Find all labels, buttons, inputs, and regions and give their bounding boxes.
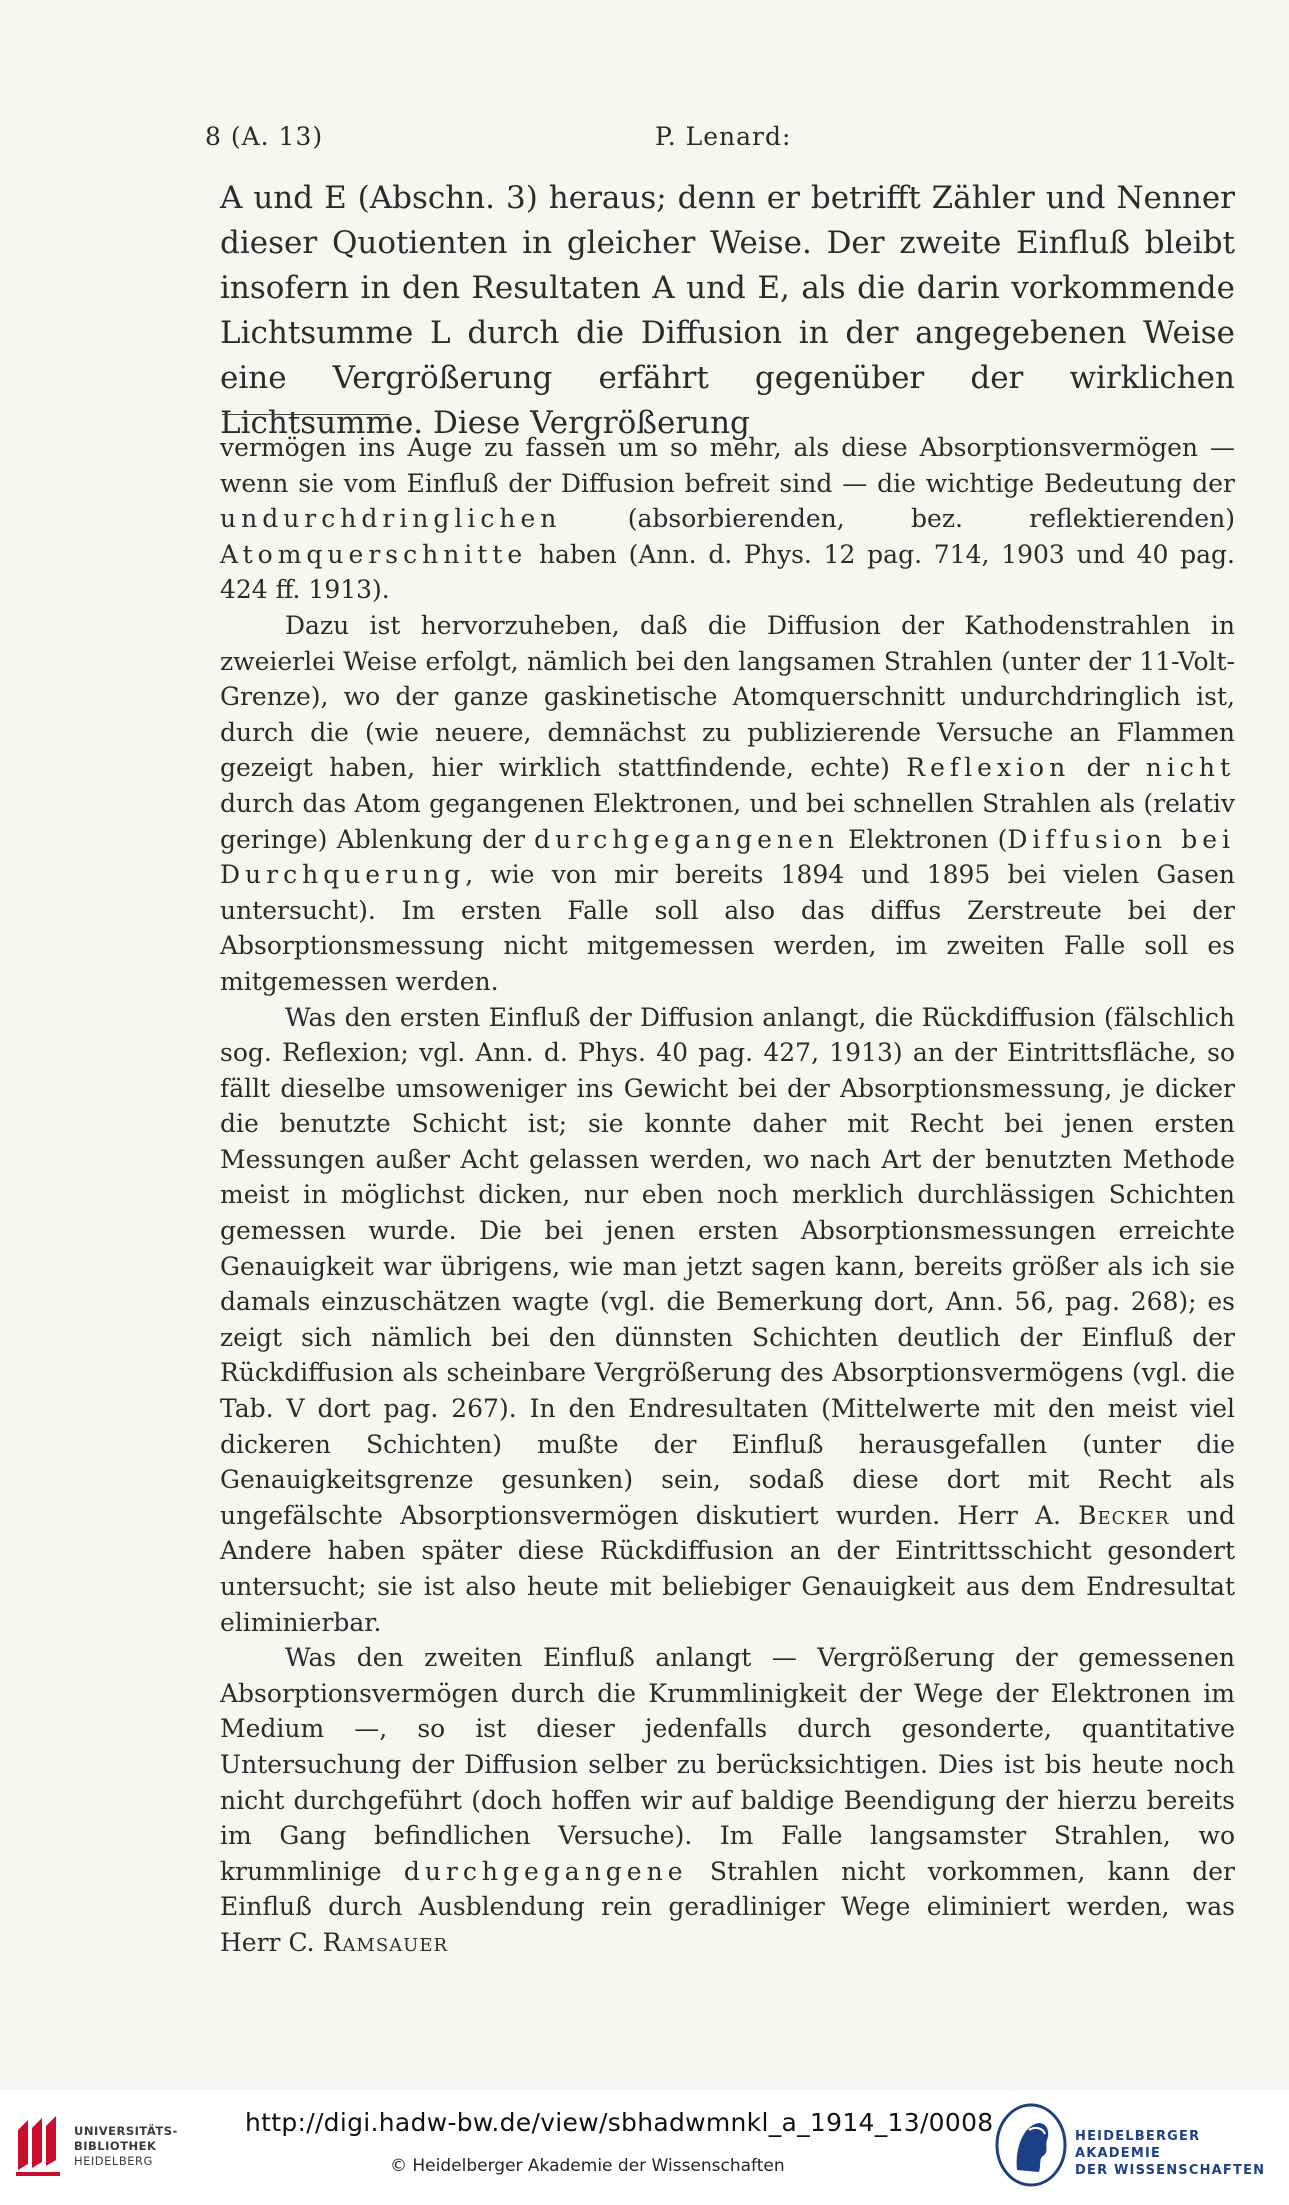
emphasis-durchgegangenen: durchgegangenen (534, 824, 839, 854)
text-run: (absorbierenden, bez. reflektierenden) (561, 504, 1235, 534)
library-name (74, 2124, 178, 2169)
text-run: haben (Ann. d. Phys. 12 pag. 714, 1903 und 40 pag. 424 ff. 1913). (220, 539, 1235, 605)
university-library-logo[interactable] (14, 2112, 178, 2182)
footnote-paragraph-2 (220, 608, 1235, 1000)
footnote-block (220, 430, 1235, 1961)
library-mark-icon (14, 2112, 66, 2182)
text-run: der (1070, 753, 1146, 783)
main-text-paragraph: A und E (Abschn. 3) heraus; denn er betrifft Zähler und Nenner dieser Quotienten in gleicher Weise. Der zweite Einfluß bleibt insofern in den Resultaten A und E, als die darin vorkommende Lichtsumme L durch die Diffusion in der angegebenen Weise eine Vergrößerung erfährt gegenüber der wirklichen Lichtsumme. Diese Vergrößerung (220, 180, 1235, 441)
name-becker: Becker (1078, 1500, 1170, 1530)
library-name-line: UNIVERSITÄTS- (74, 2124, 178, 2138)
emphasis-atomquerschnitte: Atomquerschnitte (220, 539, 528, 569)
text-run: Strahlen nicht vorkommen, kann der Einfluß durch Ausblendung rein geradliniger Wege eliminiert werden, was Herr C. (220, 1856, 1235, 1957)
footer-bar (0, 2090, 1289, 2205)
text-run: durch das Atom gegangenen Elektronen, und bei schnellen Strahlen als (relativ geringe) Ablenkung der (220, 788, 1235, 854)
text-run: Was den zweiten Einfluß anlangt — Vergrößerung der gemessenen Absorptionsvermögen durch die Krummlinigkeit der Wege der Elektronen im Medium —, so ist dieser jedenfalls durch gesonderte, quantitative Untersuchung der Diffusion selber zu berücksichtigen. Dies ist bis heute noch nicht durchgeführt (doch hoffen wir auf baldige Beendigung der hierzu bereits im Gang befindlichen Versuche). Im Falle langsamster Strahlen, wo krummlinige (220, 1643, 1235, 1886)
footnote-paragraph-3 (220, 1000, 1235, 1641)
page-number: 8 (A. 13) (205, 122, 324, 151)
author-name: P. Lenard: (655, 122, 792, 151)
text-run: , wie von mir bereits 1894 und 1895 bei vielen Gasen untersucht). Im ersten Falle soll also das diffus Zerstreute bei der Absorptionsmessung nicht mitgemessen werden, im zweiten Falle soll es mitgemessen werden. (220, 860, 1235, 996)
emphasis-durchgegangene: durchgegangene (403, 1856, 688, 1886)
text-run: und Andere haben später diese Rückdiffusion an der Eintrittsschicht gesondert untersucht; sie ist also heute mit beliebiger Genauigkeit aus dem Endresultat eliminierbar. (220, 1500, 1235, 1637)
emphasis-diffusion-bei-durchquerung: Diffusion bei Durchquerung (220, 824, 1236, 890)
text-run: Was den ersten Einfluß der Diffusion anlangt, die Rückdiffusion (fälschlich sog. Reflexion; vgl. Ann. d. Phys. 40 pag. 427, 1913) an der Eintrittsfläche, so fällt dieselbe umsoweniger ins Gewicht bei der Absorptionsmessung, je dicker die benutzte Schicht ist; sie konnte daher mit Recht bei jenen ersten Messungen außer Acht gelassen werden, wo nach Art der benutzten Methode meist in möglichst dicken, nur eben noch merklich durchlässigen Schichten gemessen wurde. Die bei jenen ersten Absorptionsmessungen erreichte Genauigkeit war übrigens, wie man jetzt sagen kann, bereits größer als ich sie damals einzuschätzen wagte (vgl. die Bemerkung dort, Ann. 56, pag. 268); es zeigt sich nämlich bei den dünnsten Schichten deutlich der Einfluß der Rückdiffusion als scheinbare Vergrößerung des Absorptionsvermögens (vgl. die Tab. V dort pag. 267). In den Endresultaten (Mittelwerte mit den meist viel dickeren Schichten) mußte der Einfluß herausgefallen (unter die Genauigkeitsgrenze gesunken) sein, sodaß diese dort mit Recht als ungefälschte Absorptionsvermögen diskutiert wurden. Herr A. (220, 1002, 1235, 1530)
emphasis-undurchdringlichen: undurchdringlichen (220, 504, 562, 534)
academy-name (1075, 2128, 1289, 2179)
name-ramsauer: Ramsauer (322, 1927, 449, 1957)
document-url-link[interactable]: http://digi.hadw-bw.de/view/sbhadwmnkl_a_1914_13/0008 (245, 2108, 994, 2137)
library-name-line: HEIDELBERG (74, 2154, 153, 2168)
emphasis-reflexion: Reflexion (906, 753, 1071, 783)
text-run: vermögen ins Auge zu fassen um so mehr, als diese Absorptionsvermögen — wenn sie vom Einfluß der Diffusion befreit sind — die wichtige Bedeutung der (220, 433, 1235, 498)
copyright-notice: © Heidelberger Akademie der Wissenschaften (390, 2156, 785, 2176)
academy-name-line: DER WISSENSCHAFTEN (1075, 2163, 1266, 2178)
emphasis-nicht: nicht (1145, 753, 1235, 783)
running-head (205, 122, 1235, 162)
footnote-paragraph-1 (220, 430, 1235, 608)
footnote-divider (222, 414, 390, 415)
text-run: Elektronen ( (838, 824, 1008, 854)
library-name-line: BIBLIOTHEK (74, 2139, 157, 2153)
academy-seal-icon[interactable] (995, 2100, 1067, 2190)
text-run: Dazu ist hervorzuheben, daß die Diffusion der Kathodenstrahlen in zweierlei Weise erfolgt, nämlich bei den langsamen Strahlen (unter der 11-Volt-Grenze), wo der ganze gaskinetische Atomquerschnitt undurchdringlich ist, durch die (wie neuere, demnächst zu publizierende Versuche an Flammen gezeigt haben, hier wirklich stattfindende, echte) (220, 610, 1235, 783)
footnote-paragraph-4 (220, 1640, 1235, 1960)
academy-name-line: HEIDELBERGER AKADEMIE (1075, 2129, 1201, 2161)
